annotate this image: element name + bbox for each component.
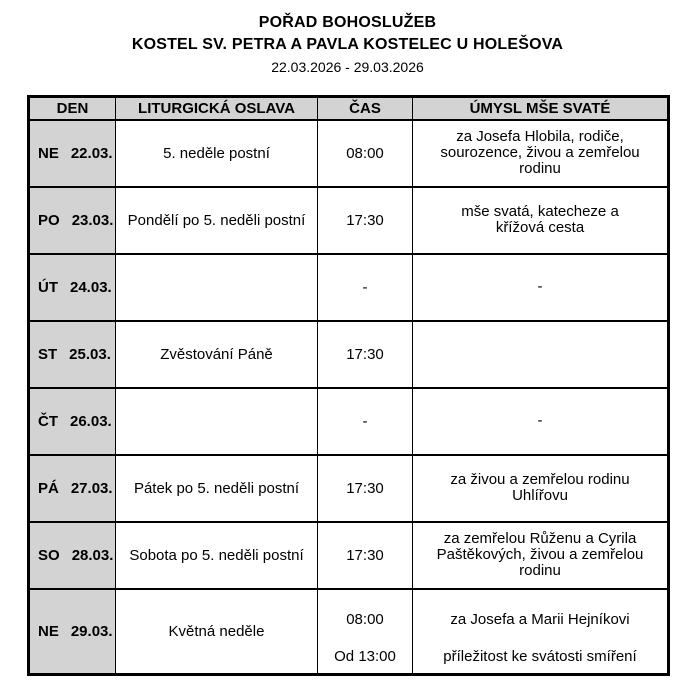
day-label — [30, 279, 115, 296]
day-abbreviation: ST — [38, 345, 58, 363]
day-abbreviation: PÁ — [38, 479, 59, 497]
day-date: 28.03. — [71, 546, 114, 564]
day-cell — [29, 522, 116, 589]
day-cell — [29, 187, 116, 254]
column-header-time: ČAS — [318, 97, 413, 120]
celebration-cell: Zvěstování Páně — [116, 321, 318, 388]
table-row — [29, 589, 669, 675]
table-row — [29, 522, 669, 589]
table-row — [29, 187, 669, 254]
day-label — [30, 623, 115, 640]
day-label — [30, 547, 115, 564]
celebration-cell: Pondělí po 5. neděli postní — [116, 187, 318, 254]
day-date: 27.03. — [70, 479, 113, 497]
day-abbreviation: ÚT — [38, 278, 58, 296]
column-header-intention: ÚMYSL MŠE SVATÉ — [413, 97, 669, 120]
time-cell: 17:30 — [318, 522, 413, 589]
day-date: 26.03. — [70, 412, 112, 430]
day-cell — [29, 589, 116, 675]
intention-cell: - — [413, 254, 669, 321]
table-header-row — [29, 97, 669, 120]
day-date: 24.03. — [70, 278, 112, 296]
table-row — [29, 120, 669, 187]
time-cell: 08:00 — [318, 120, 413, 187]
document-header — [0, 0, 695, 77]
day-cell — [29, 120, 116, 187]
day-cell — [29, 388, 116, 455]
intention-secondary: příležitost ke svátosti smíření — [443, 648, 637, 666]
intention-cell: mše svatá, katecheze a křížová cesta — [413, 187, 669, 254]
schedule-table — [27, 95, 670, 676]
day-abbreviation: NE — [38, 144, 59, 162]
day-date: 22.03. — [70, 144, 113, 162]
day-label — [30, 145, 115, 162]
column-header-day: DEN — [29, 97, 116, 120]
document-title: POŘAD BOHOSLUŽEB — [258, 14, 437, 31]
celebration-cell: Sobota po 5. neděli postní — [116, 522, 318, 589]
day-cell — [29, 455, 116, 522]
table-row — [29, 388, 669, 455]
day-abbreviation: PO — [38, 211, 60, 229]
time-split — [318, 590, 412, 672]
day-label — [30, 346, 115, 363]
church-name: KOSTEL SV. PETRA A PAVLA KOSTELEC U HOLEŠOVA — [131, 36, 564, 53]
celebration-cell — [116, 388, 318, 455]
time-cell: 17:30 — [318, 455, 413, 522]
celebration-cell: Květná neděle — [116, 589, 318, 675]
time-cell: - — [318, 388, 413, 455]
intention-split — [435, 590, 645, 672]
table-row — [29, 254, 669, 321]
day-abbreviation: SO — [38, 546, 60, 564]
column-header-celebration: LITURGICKÁ OSLAVA — [116, 97, 318, 120]
intention-primary-value: za Josefa a Marii Hejníkovi — [450, 610, 630, 628]
intention-cell: za Josefa Hlobila, rodiče, sourozence, živou a zemřelou rodinu — [413, 120, 669, 187]
intention-cell — [413, 589, 669, 675]
date-range: 22.03.2026 - 29.03.2026 — [271, 59, 424, 75]
time-secondary: Od 13:00 — [334, 648, 396, 666]
table-row — [29, 321, 669, 388]
time-cell — [318, 589, 413, 675]
time-primary-value: 08:00 — [346, 611, 384, 629]
celebration-cell: Pátek po 5. neděli postní — [116, 455, 318, 522]
time-cell: 17:30 — [318, 321, 413, 388]
intention-cell: za živou a zemřelou rodinu Uhlířovu — [413, 455, 669, 522]
table-row — [29, 455, 669, 522]
time-cell: 17:30 — [318, 187, 413, 254]
day-cell — [29, 321, 116, 388]
intention-cell — [413, 321, 669, 388]
intention-cell: za zemřelou Růženu a Cyrila Paštěkových, živou a zemřelou rodinu — [413, 522, 669, 589]
time-cell: - — [318, 254, 413, 321]
intention-cell: - — [413, 388, 669, 455]
time-primary — [318, 590, 412, 649]
day-label — [30, 480, 115, 497]
day-label — [30, 212, 115, 229]
intention-primary — [435, 590, 645, 649]
day-date: 29.03. — [70, 622, 113, 640]
celebration-cell — [116, 254, 318, 321]
day-cell — [29, 254, 116, 321]
day-abbreviation: ČT — [38, 412, 58, 430]
day-abbreviation: NE — [38, 622, 59, 640]
day-date: 25.03. — [69, 345, 111, 363]
day-date: 23.03. — [71, 211, 114, 229]
day-label — [30, 413, 115, 430]
celebration-cell: 5. neděle postní — [116, 120, 318, 187]
